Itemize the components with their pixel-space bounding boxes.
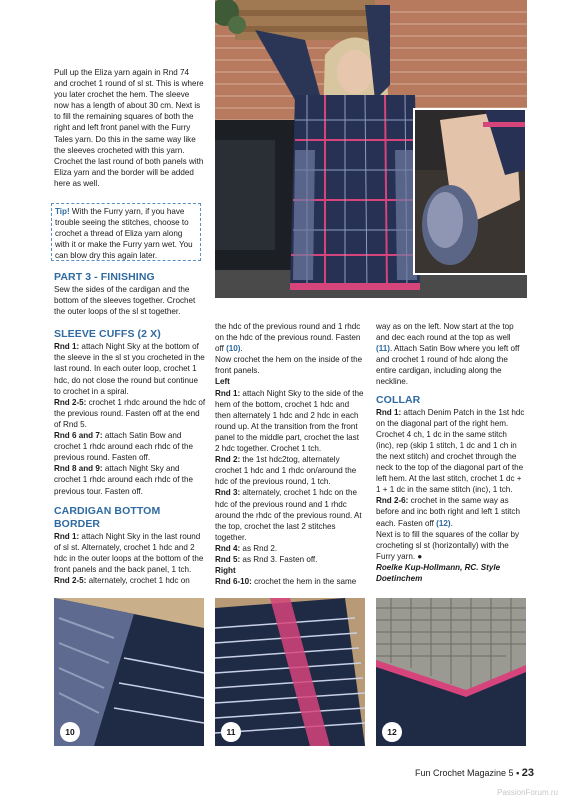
left-column [54, 271, 206, 586]
footer-bullet: • [516, 768, 520, 778]
part3-heading: PART 3 - FINISHING [54, 271, 155, 283]
photo-11-knit-detail [215, 598, 365, 746]
photo-ref-10: (10) [226, 344, 241, 354]
cardigan-border-heading: CARDIGAN BOTTOM BORDER [54, 504, 161, 530]
sleeve-cuffs-row: Rnd 6 and 7: attach Satin Bow and crochet 1 rhdc around each rhdc of the previous round. Fasten off. [54, 431, 194, 463]
middle-column [215, 321, 365, 587]
tip-text: With the Furry yarn, if you have trouble seeing the stitches, choose to crochet a thread of Eliza yarn along with it or make the Furry yarn wet. You can blow dry this again later. [55, 207, 193, 261]
cardigan-border-row: Rnd 1: attach Night Sky in the last round of sl st. Alternately, crochet 1 hdc and 2 hdc in the outer loops at the bottom of the front panels and the back panel, 1 tch. [54, 531, 204, 574]
magazine-name: Fun Crochet Magazine 5 [415, 768, 514, 778]
right-column [376, 321, 526, 584]
intro-paragraph [54, 67, 204, 189]
left-row: Rnd 4: as Rnd 2. [215, 543, 278, 553]
page-footer [415, 767, 534, 779]
author-credit: Roelke Kup-Hollmann, RC. Style Doetinchem [376, 562, 501, 583]
tip-label: Tip! [55, 207, 70, 216]
part3-text: Sew the sides of the cardigan and the bottom of the sleeves together. Crochet the outer loops of the sl st together. [54, 285, 196, 317]
right-row: Rnd 6-10: crochet the hem in the same [215, 577, 357, 587]
photo-10-knit-detail [54, 598, 204, 746]
sleeve-cuffs-row: Rnd 8 and 9: attach Night Sky and crochet 1 rhdc around each rhdc of the previous tour. Fasten off. [54, 464, 194, 496]
collar-row: Rnd 1: attach Denim Patch in the 1st hdc on the diagonal part of the right hem. Crochet 4 ch, 1 dc in the same stitch (inc), rep (skip 1 stitch, 1 dc and 1 ch in the next stitch) and crochet through the neck to the top of the diagonal part of the left hem. At the last stitch, crochet 1 dc + 1 + 1 dc in the same stitch (inc), 1 tch. [376, 407, 525, 495]
cardigan-border-row: Rnd 2-5: alternately, crochet 1 hdc on [54, 575, 190, 585]
photo-badge-10: 10 [60, 722, 80, 742]
sleeve-cuffs-heading: SLEEVE CUFFS (2 X) [54, 328, 161, 341]
sleeve-cuffs-row: Rnd 2-5: crochet 1 rhdc around the hdc of the previous round. Fasten off at the end of Rnd 5. [54, 397, 206, 429]
photo-12-collar-detail [376, 598, 526, 746]
middle-paragraph-2: Now crochet the hem on the inside of the front panels. [215, 355, 363, 376]
sleeve-cuffs-row: Rnd 1: attach Night Sky at the bottom of the sleeve in the sl st you crocheted in the last round. In each outer loop, crochet 1 hdc, do not close the round but continue to crochet in a spiral. [54, 342, 205, 396]
main-photo-woman-cardigan [215, 0, 527, 298]
photo-badge-12: 12 [382, 722, 402, 742]
right-subheading: Right [215, 566, 236, 576]
middle-paragraph-1: the hdc of the previous round and 1 rhdc on the hdc of the previous round. Fasten off (10). [215, 322, 361, 354]
watermark: PassionForum.ru [497, 788, 558, 797]
right-paragraph-1: way as on the left. Now start at the top and dec each round at the top as well (11). Attach Satin Bow where you left off and crochet 1 round of hdc along the entire cardigan, including along the neckline. [376, 322, 520, 387]
collar-row: Rnd 2-6: crochet in the same way as before and inc both right and left 1 stitch each. Fasten off (12). [376, 496, 520, 528]
photo-badge-11: 11 [221, 722, 241, 742]
tip-box [51, 203, 201, 261]
left-subheading: Left [215, 377, 230, 387]
collar-last-paragraph: Next is to fill the squares of the collar by crocheting sl st (horizontally) with the Furry yarn. ● [376, 529, 520, 561]
left-row: Rnd 2: the 1st hdc2tog, alternately crochet 1 hdc and 1 rhdc on/around the hdc of the previous round, 1 tch. [215, 455, 357, 487]
collar-heading: COLLAR [376, 393, 421, 406]
intro-text: Pull up the Eliza yarn again in Rnd 74 and crochet 1 round of sl st. This is where you later crochet the hem. The sleeve now has a length of about 30 cm. Next is to fill the remaining squares of both the right and left front panel with the Furry Tales yarn. Do this in the same way like the sleeves crocheted with this yarn. Crochet the last round of both panels with Eliza yarn and the border will be added here as well. [54, 68, 204, 188]
page-number: 23 [521, 767, 534, 779]
left-row: Rnd 1: attach Night Sky to the side of the hem of the bottom, crochet 1 hdc and then alternately 1 hdc and 2 hdc in each round up. At the transition from the front panel to the middle part, crochet the last 2 hdc together. Crochet 1 tch. [215, 388, 364, 454]
photo-ref-12: (12) [436, 518, 451, 528]
left-row: Rnd 5: as Rnd 3. Fasten off. [215, 554, 318, 564]
photo-ref-11: (11) [376, 344, 390, 354]
left-row: Rnd 3: alternately, crochet 1 hdc on the hdc of the previous round and 1 rhdc around the rhdc of the previous round. At the top, crochet the last 2 stitches together. [215, 488, 362, 542]
